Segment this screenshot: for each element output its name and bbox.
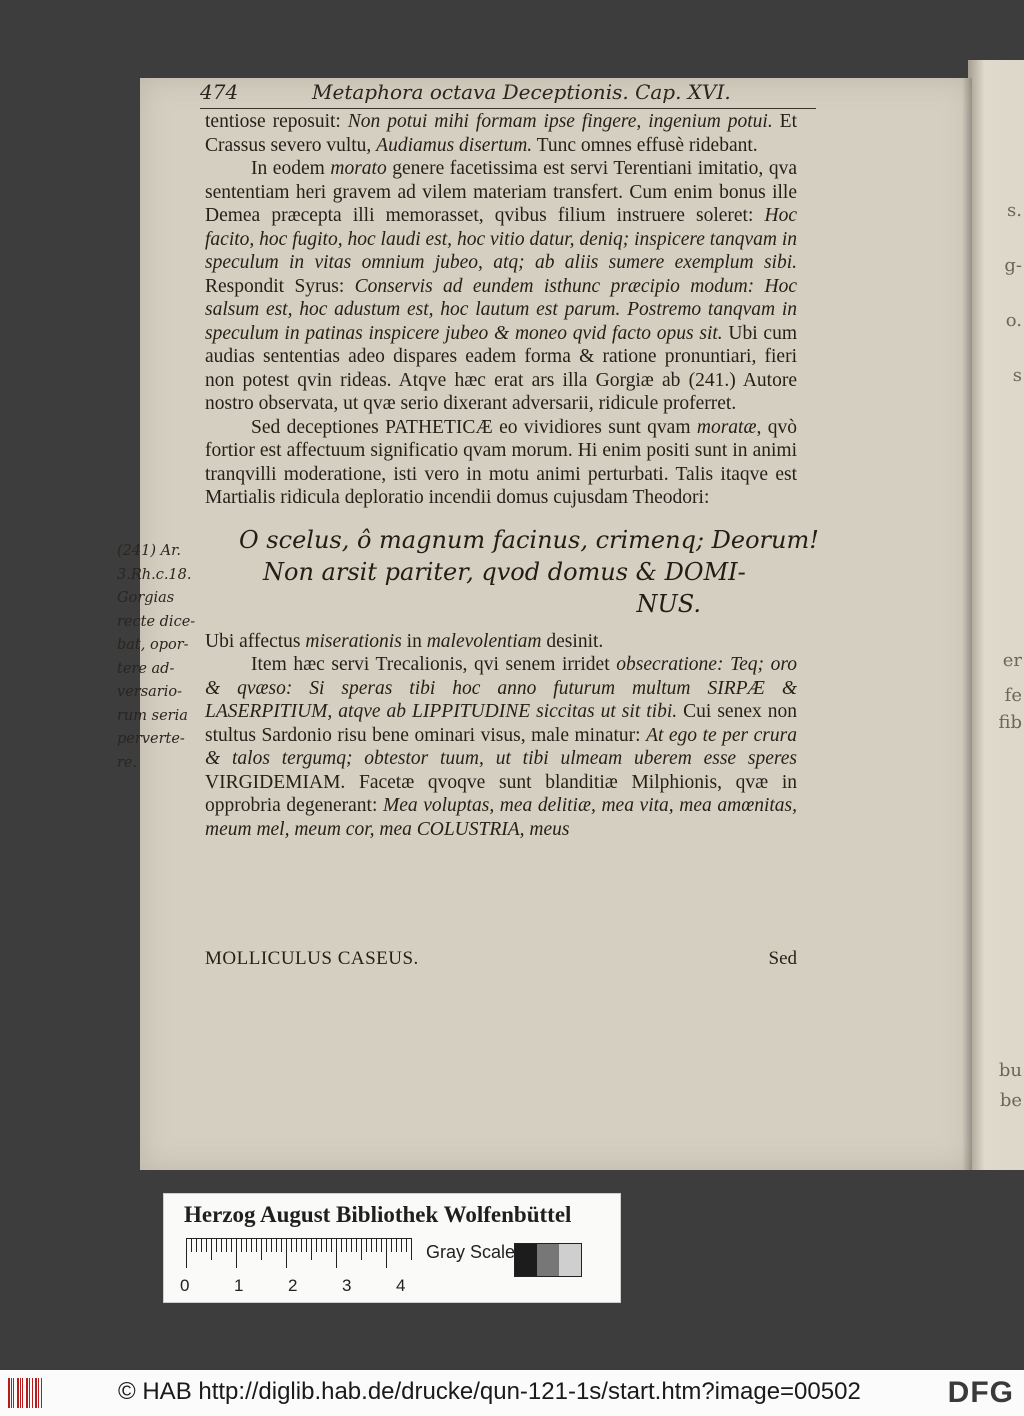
text-run: Cui senex non stultus Sardonio risu bene ominari visus, male minatur: [205,701,798,746]
measurement-ruler [186,1238,412,1270]
text-run: in [401,630,427,652]
ruler-tick [186,1238,187,1268]
barcode-bar [32,1378,33,1408]
ruler-number: 2 [288,1276,298,1295]
facing-page-fragment: er [1002,650,1022,671]
ruler-tick [196,1238,197,1252]
running-title: Metaphora octava Deceptionis. Cap. XVI. [312,80,731,104]
ruler-tick [331,1238,332,1252]
text-run: Item hæc servi Trecalionis, qvi senem irridet [251,654,617,675]
barcode-icon [8,1378,44,1408]
paragraph [205,653,797,841]
paragraph [205,157,797,416]
footer-bar [0,1370,1024,1416]
text-run: Sed deceptiones PATHETICÆ eo vividiores sunt qvam [251,416,697,438]
facing-page-fragment: g- [1004,255,1022,276]
last-line-text: MOLLICULUS CASEUS. [205,948,419,969]
verse-quotation [205,524,819,620]
italic-quote: Non potui mihi formam ipse fingere, ingenium potui. [347,111,773,132]
ruler-tick [381,1238,382,1252]
ruler-tick [336,1238,337,1268]
ruler-tick [401,1238,402,1252]
color-reference-card [163,1193,621,1303]
page-number: 474 [200,80,239,104]
text-run: Ubi cum audias sententias adeo dispares eadem forma & ratione pronuntiari, fieri non potest qvin rideas. Atqve hæc erat ars illa Gorgiæ ab (241.) Autore nostro observata, ut qvæ serio dixerant adversarii, ridicule proferret. [205,322,797,414]
running-header [200,80,820,108]
ruler-tick [291,1238,292,1252]
ruler-tick [351,1238,352,1252]
text-run: Ubi affectus [205,630,306,652]
ruler-number: 4 [396,1276,406,1295]
barcode-bar [35,1378,37,1408]
barcode-bar [38,1378,39,1408]
paragraph [205,110,797,157]
text-run: VIRGIDEMIAM. Facetæ qvoqve sunt blanditiæ Milphionis, qvæ in opprobria degenerant: [205,771,797,816]
ruler-tick [296,1238,297,1252]
ruler-tick [386,1238,387,1268]
facing-page-fragment: fe [1004,685,1022,706]
ruler-numbers [180,1276,420,1296]
italic-quote: obsecratione: Teq; oro & qvæso: Si speras tibi hoc anno futurum multum SIRPÆ & LASERPITIUM, atqve ab LIPPITUDINE siccitas ut sit tibi. [205,654,797,722]
ruler-tick [281,1238,282,1252]
ruler-tick [326,1238,327,1252]
gray-swatch [515,1244,537,1276]
ruler-number: 1 [234,1276,244,1295]
ruler-tick [251,1238,252,1252]
ruler-tick [231,1238,232,1252]
ruler-tick [366,1238,367,1252]
ruler-tick [346,1238,347,1252]
text-run: In eodem [251,158,331,179]
text-run: Tunc omnes effusè ridebant. [532,134,758,156]
gray-swatch [559,1244,581,1276]
institution-name: Herzog August Bibliothek Wolfenbüttel [184,1202,572,1227]
ruler-tick [396,1238,397,1252]
text-run: genere facetissima est servi Terentiani imitatio, qva sententiam heri gravem ad vilem materiam transfert. Cum enim bonus ille Demea præcepta illi memorasset, qvibus filium instruere soleret: [205,158,797,226]
ruler-tick [301,1238,302,1252]
barcode-bar [13,1378,14,1408]
text-run: Respondit Syrus: [205,275,355,297]
gray-swatch [537,1244,559,1276]
ruler-tick [266,1238,267,1252]
paragraph [205,630,797,654]
ruler-tick [321,1238,322,1252]
ruler-tick [206,1238,207,1252]
ruler-tick [376,1238,377,1252]
verse-line: NUS. [636,589,701,618]
ruler-tick [256,1238,257,1252]
verse-line: O scelus, ô magnum facinus, crimenq; Deorum! [239,525,819,554]
ruler-tick [316,1238,317,1252]
ruler-tick [261,1238,262,1260]
ruler-tick [391,1238,392,1252]
text-run: , qvò fortior est affectuum significatio qvam morum. Hi enim positi sunt in animi tranqvilli moderatione, isti vero in motu animi perturbati. Talis itaqve est Martialis ridicula deploratio incendii domus cujusdam Theodori: [205,416,797,508]
text-run: Et Crassus severo vultu, [205,111,797,156]
ruler-baseline [186,1238,412,1239]
catchword: Sed [768,948,797,969]
italic-term: miserationis [305,630,402,652]
barcode-bar [41,1378,42,1408]
ruler-tick [311,1238,312,1260]
ruler-tick [221,1238,222,1252]
ruler-tick [211,1238,212,1260]
text-run: desinit. [541,630,604,652]
ruler-tick [306,1238,307,1252]
italic-quote: At ego te per crura & talos tergumq; obtestor tuum, ut tibi ulmeam uberem esse speres [205,724,797,769]
ruler-tick [371,1238,372,1252]
ruler-tick [246,1238,247,1252]
italic-quote: Conservis ad eundem isthunc præcipio modum: Hoc salsum est, hoc adustum est, hoc lautum est parum. Postremo tanqvam in speculum in patinas inspicere jubeo & moneo qvid facto opus sit. [205,275,798,344]
facing-page-fragment: o. [1005,310,1022,331]
page-body [205,110,819,841]
gray-scale-label: Gray Scale [426,1242,516,1262]
ruler-tick [271,1238,272,1252]
ruler-tick [341,1238,342,1252]
ruler-tick [361,1238,362,1260]
barcode-bar [22,1378,23,1408]
italic-term: moratæ [696,416,757,438]
italic-quote: Audiamus disertum. [376,134,533,156]
dfg-logo: DFG [947,1376,1014,1409]
ruler-number: 0 [180,1276,190,1295]
verse-line: Non arsit pariter, qvod domus & DOMI- [263,557,746,586]
facing-page-edge [968,60,1024,1170]
ruler-tick [276,1238,277,1252]
facing-page-fragment: s. [1007,200,1022,221]
marginal-note: (241) Ar. 3.Rh.c.18. Gorgias recte dice- bat, opor- tere ad- versario- rum seria perverte- re. [117,543,196,771]
italic-term: morato [330,158,387,179]
facing-page-fragment: fib [998,712,1022,733]
text-run: tentiose reposuit: [205,111,348,132]
barcode-bar [29,1378,30,1408]
barcode-bar [11,1378,12,1408]
ruler-tick [356,1238,357,1252]
ruler-number: 3 [342,1276,352,1295]
ruler-tick [241,1238,242,1252]
facing-page-fragment: bu [998,1060,1022,1081]
ruler-tick [406,1238,407,1252]
facing-page-fragment: be [999,1090,1022,1111]
barcode-bar [20,1378,21,1408]
ruler-tick [191,1238,192,1252]
ruler-tick [201,1238,202,1252]
ruler-tick [236,1238,237,1268]
italic-quote: Mea voluptas, mea delitiæ, mea vita, mea amœnitas, meum mel, meum cor, mea COLUSTRIA, meus [205,795,798,840]
barcode-bar [8,1378,10,1408]
italic-quote: Hoc facito, hoc fugito, hoc laudi est, hoc vitio datur, deniq; inspicere tanqvam in speculum in vitas omnium jubeo, atq; ab aliis sumere exemplum sibi. [205,205,797,273]
header-rule [200,108,816,109]
page-gutter-shadow [962,78,972,1170]
ruler-tick [216,1238,217,1252]
italic-term: malevolentiam [426,630,542,652]
ruler-tick [411,1238,412,1260]
barcode-bar [26,1378,28,1408]
facing-page-fragment: s [1012,365,1022,386]
barcode-bar [17,1378,19,1408]
paragraph [205,416,797,510]
ruler-tick [226,1238,227,1252]
gray-scale-swatches [514,1243,582,1277]
copyright-url[interactable]: © HAB http://diglib.hab.de/drucke/qun-121-1s/start.htm?image=00502 [118,1378,861,1405]
ruler-tick [286,1238,287,1268]
